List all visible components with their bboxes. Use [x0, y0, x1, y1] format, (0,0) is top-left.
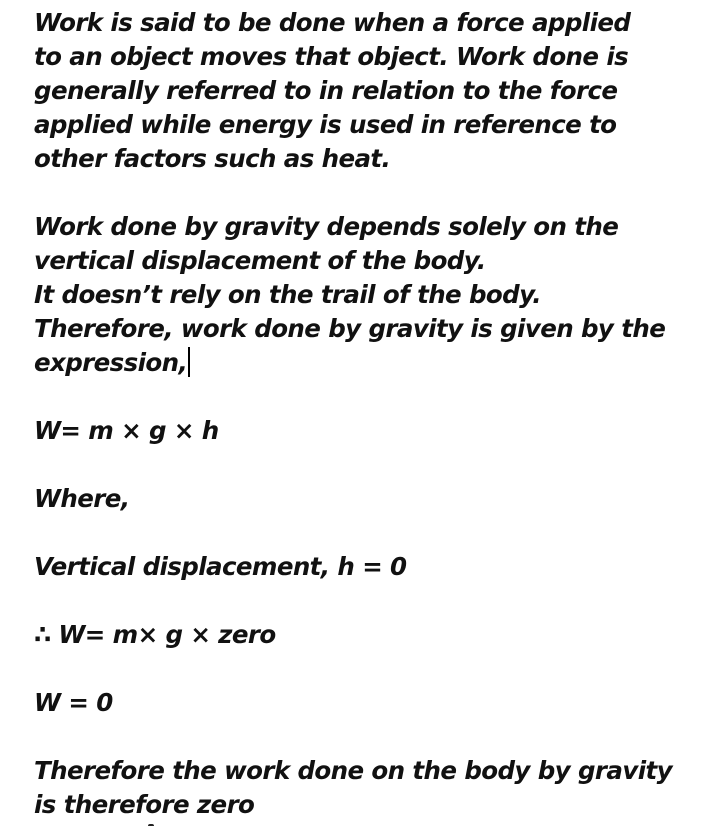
paragraph-gravity-work	[34, 210, 700, 380]
formula-line	[34, 414, 700, 448]
displacement-line	[34, 550, 700, 584]
text-line: It doesn’t rely on the trail of the body.	[34, 280, 541, 309]
blank-line	[34, 176, 700, 210]
where-line	[34, 482, 700, 516]
work-formula: W= m × g × h	[34, 416, 219, 445]
text-line: vertical displacement of the body.	[34, 246, 486, 275]
result-line	[34, 686, 700, 720]
text-line: expression,	[34, 348, 188, 377]
text-line: is therefore zero	[34, 790, 255, 819]
therefore-line	[34, 618, 700, 652]
text-line: Therefore, work done by gravity is given by the	[34, 314, 666, 343]
text-line: to an object moves that object. Work done is	[34, 42, 629, 71]
paragraph-conclusion	[34, 754, 700, 822]
text-line-with-caret[interactable]	[34, 346, 700, 380]
text-line: Therefore the work done on the body by gravity	[34, 756, 672, 785]
blank-line	[34, 720, 700, 754]
blank-line	[34, 380, 700, 414]
paragraph-work-definition	[34, 6, 700, 176]
blank-line	[34, 516, 700, 550]
text-line: Work done by gravity depends solely on the	[34, 212, 619, 241]
blank-line	[34, 448, 700, 482]
text-line: applied while energy is used in reference to	[34, 110, 617, 139]
displacement-text: Vertical displacement, h = 0	[34, 552, 407, 581]
result-text: W = 0	[34, 688, 113, 717]
text-line: other factors such as heat.	[34, 144, 391, 173]
therefore-text: ∴ W= m× g × zero	[34, 620, 276, 649]
blank-line	[34, 652, 700, 686]
text-line: generally referred to in relation to the force	[34, 76, 618, 105]
text-line: Work is said to be done when a force applied	[34, 8, 631, 37]
text-caret	[188, 347, 190, 377]
blank-line	[34, 584, 700, 618]
where-label: Where,	[34, 484, 130, 513]
